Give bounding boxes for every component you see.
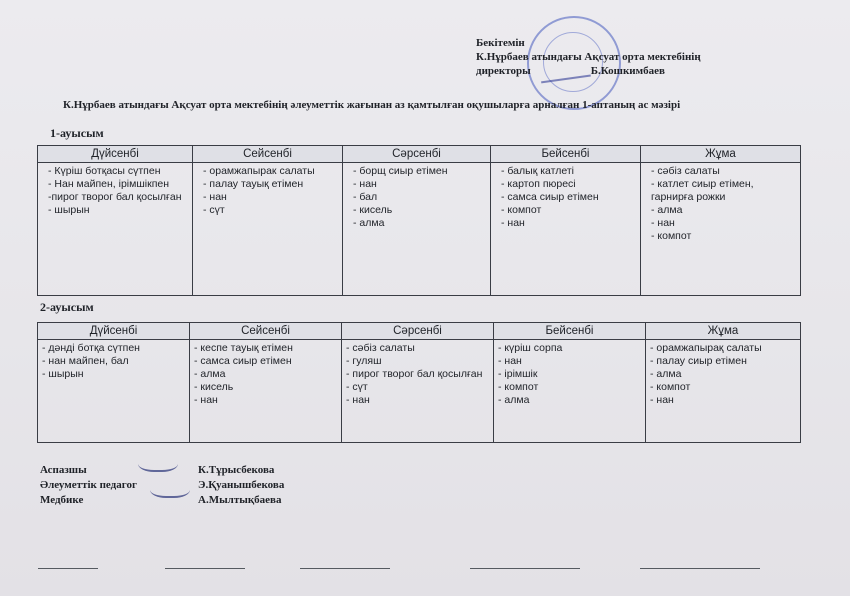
menu-item: - кисель <box>353 204 393 216</box>
day-header: Дүйсенбі <box>38 146 193 163</box>
signature-name: Э.Қуанышбекова <box>198 479 285 491</box>
menu-item: - кисель <box>194 381 234 393</box>
approval-block <box>476 36 701 78</box>
menu-cell <box>646 340 801 443</box>
menu-item: - картоп пюресі <box>501 178 576 190</box>
shift2-menu-table <box>37 322 801 443</box>
menu-item: - нан <box>203 191 227 203</box>
divider-line <box>470 568 580 569</box>
menu-item: - пирог творог бал қосылған <box>346 368 483 380</box>
day-header: Сәрсенбі <box>342 323 494 340</box>
menu-item: - алма <box>651 204 683 216</box>
signature-role: Медбике <box>40 494 84 506</box>
menu-item: - самса сиыр етімен <box>194 355 292 367</box>
divider-line <box>300 568 390 569</box>
menu-item: - шырын <box>42 368 84 380</box>
signature-role: Әлеуметтік педагог <box>40 479 137 491</box>
menu-item: - компот <box>651 230 692 242</box>
menu-item: - сәбіз салаты <box>651 165 720 177</box>
shift2-label: 2-ауысым <box>40 300 94 314</box>
menu-item: - сүт <box>203 204 225 216</box>
shift1-label: 1-ауысым <box>50 126 104 140</box>
day-header: Сейсенбі <box>190 323 342 340</box>
handwritten-signature <box>150 478 190 498</box>
table-row <box>38 163 801 296</box>
menu-cell <box>190 340 342 443</box>
day-header: Бейсенбі <box>491 146 641 163</box>
menu-item: - нан <box>353 178 377 190</box>
menu-item: -пирог творог бал қосылған <box>48 191 182 203</box>
menu-item: - палау сиыр етімен <box>650 355 747 367</box>
divider-line <box>38 568 98 569</box>
menu-item: - орамжапырақ салаты <box>650 342 762 354</box>
menu-item: - компот <box>498 381 539 393</box>
menu-item: - сәбіз салаты <box>346 342 415 354</box>
menu-item: - компот <box>501 204 542 216</box>
menu-item: - борщ сиыр етімен <box>353 165 448 177</box>
day-header: Сәрсенбі <box>343 146 491 163</box>
menu-item: - алма <box>650 368 682 380</box>
handwritten-signature <box>138 452 178 472</box>
day-header: Жұма <box>646 323 801 340</box>
approval-line3 <box>476 64 701 78</box>
day-header: Дүйсенбі <box>38 323 190 340</box>
menu-item: - Нан майпен, ірімшікпен <box>48 178 170 190</box>
menu-item: - алма <box>194 368 226 380</box>
menu-item: - нан <box>346 394 370 406</box>
menu-item: - нан майпен, бал <box>42 355 129 367</box>
approval-line2: К.Нұрбаев атындағы Ақсуат орта мектебінің <box>476 51 701 63</box>
menu-item: - катлет сиыр етімен, гарнирға рожки <box>651 178 754 203</box>
day-header: Сейсенбі <box>193 146 343 163</box>
menu-item: - нан <box>651 217 675 229</box>
menu-item: - балық катлеті <box>501 165 574 177</box>
day-header: Бейсенбі <box>494 323 646 340</box>
menu-item: - күріш сорпа <box>498 342 563 354</box>
menu-item: - алма <box>498 394 530 406</box>
divider-line <box>640 568 760 569</box>
menu-cell <box>641 163 801 296</box>
approval-name: Б.Кошкимбаев <box>590 65 665 77</box>
menu-item: - бал <box>353 191 378 203</box>
menu-item: - сүт <box>346 381 368 393</box>
menu-cell <box>193 163 343 296</box>
menu-item: - Күріш ботқасы сүтпен <box>48 165 161 177</box>
menu-item: - нан <box>194 394 218 406</box>
menu-cell <box>38 163 193 296</box>
shift1-menu-table <box>37 145 801 296</box>
menu-cell <box>38 340 190 443</box>
menu-cell <box>343 163 491 296</box>
menu-item: - палау тауық етімен <box>203 178 304 190</box>
approval-line1: Бекітемін <box>476 37 525 49</box>
menu-item: - нан <box>498 355 522 367</box>
menu-item: - нан <box>501 217 525 229</box>
menu-item: - алма <box>353 217 385 229</box>
table-header-row <box>38 146 801 163</box>
menu-cell <box>494 340 646 443</box>
menu-item: - нан <box>650 394 674 406</box>
menu-cell <box>491 163 641 296</box>
menu-cell <box>342 340 494 443</box>
signature-name: А.Мылтықбаева <box>198 494 282 506</box>
signature-role: Аспазшы <box>40 464 87 476</box>
menu-item: - компот <box>650 381 691 393</box>
signature-name: К.Тұрысбекова <box>198 464 275 476</box>
table-header-row <box>38 323 801 340</box>
menu-item: - самса сиыр етімен <box>501 191 599 203</box>
day-header: Жұма <box>641 146 801 163</box>
document-title: К.Нұрбаев атындағы Ақсуат орта мектебінің әлеуметтік жағынан аз қамтылған оқушыларға арналған 1-аптаның ас мәзірі <box>63 99 681 111</box>
menu-item: - ірімшік <box>498 368 538 380</box>
menu-item: - гуляш <box>346 355 382 367</box>
table-row <box>38 340 801 443</box>
menu-item: - орамжапырак салаты <box>203 165 315 177</box>
divider-line <box>165 568 245 569</box>
approval-role: директоры <box>476 65 531 77</box>
menu-item: - кеспе тауық етімен <box>194 342 293 354</box>
menu-item: - дәнді ботқа сүтпен <box>42 342 140 354</box>
menu-item: - шырын <box>48 204 90 216</box>
